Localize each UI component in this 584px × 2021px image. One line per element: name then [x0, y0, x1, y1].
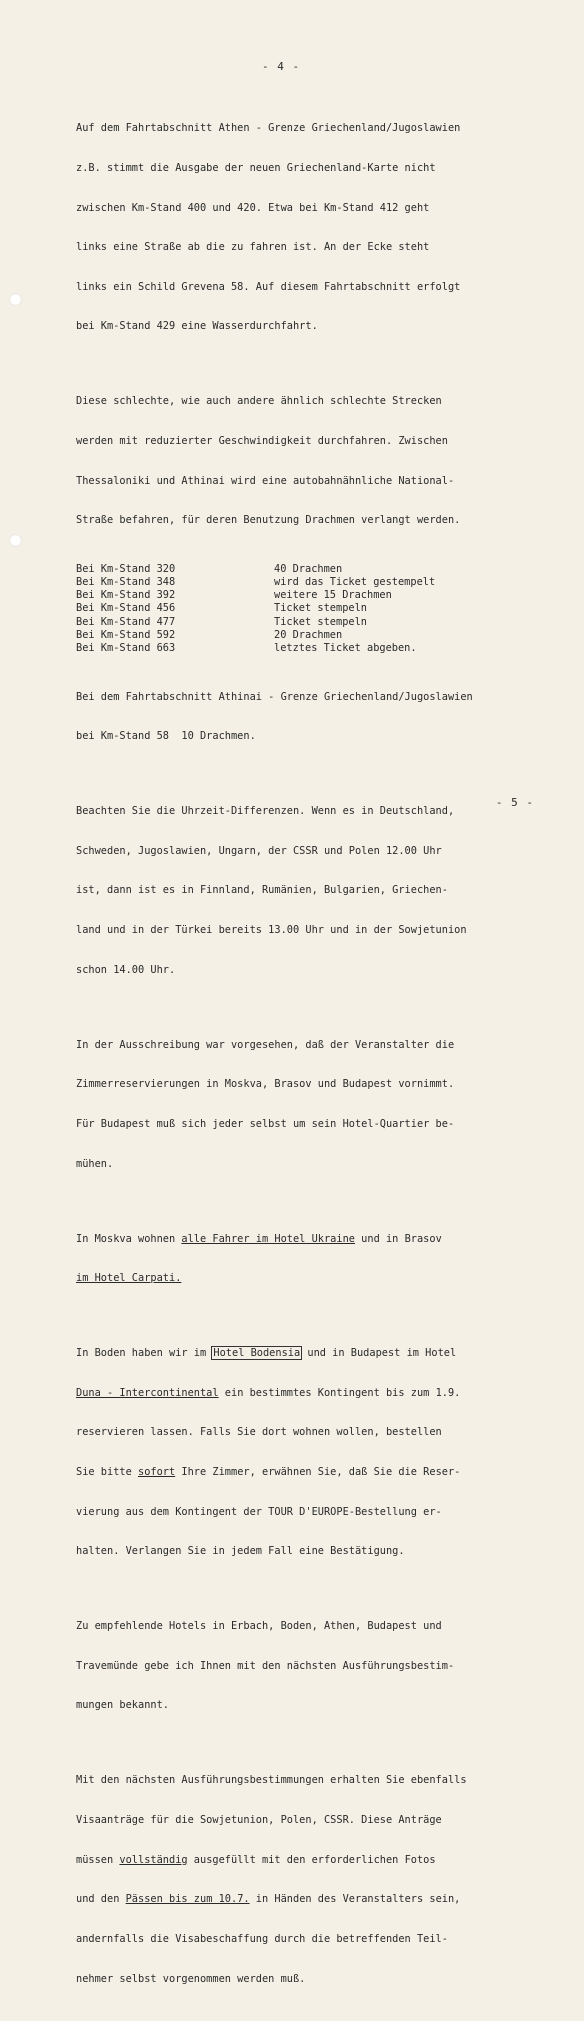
paragraph-route-athinai: [76, 664, 566, 770]
text-line: links ein Schild Grevena 58. Auf diesem Fahrtabschnitt erfolgt: [76, 280, 461, 293]
text-line: mungen bekannt.: [76, 1699, 169, 1712]
underlined-text: im Hotel Carpati.: [76, 1272, 182, 1285]
paragraph-route-athen: [76, 96, 566, 360]
text-line: Auf dem Fahrtabschnitt Athen - Grenze Griechenland/Jugoslawien: [76, 122, 461, 135]
text-span: und in Budapest im Hotel: [301, 1347, 457, 1360]
text-line: mühen.: [76, 1157, 114, 1170]
text-line: schon 14.00 Uhr.: [76, 963, 176, 976]
text-line: andernfalls die Visabeschaffung durch die betreffenden Teil-: [76, 1932, 448, 1945]
text-line: Diese schlechte, wie auch andere ähnlich schlechte Strecken: [76, 395, 442, 408]
text-line: Straße befahren, für deren Benutzung Drachmen verlangt werden.: [76, 514, 461, 527]
table-row: [76, 629, 566, 642]
km-cell: Bei Km-Stand 392: [76, 589, 176, 602]
text-line: [76, 1387, 566, 1400]
text-span: und den: [76, 1893, 126, 1906]
underlined-text: Pässen bis zum 10.7.: [125, 1893, 250, 1906]
punch-hole: [9, 534, 22, 547]
text-line: bei Km-Stand 429 eine Wasserdurchfahrt.: [76, 320, 318, 333]
text-line: Schweden, Jugoslawien, Ungarn, der CSSR und Polen 12.00 Uhr: [76, 844, 442, 857]
text-line: ist, dann ist es in Finnland, Rumänien, Bulgarien, Griechen-: [76, 884, 448, 897]
text-line: land und in der Türkei bereits 13.00 Uhr und in der Sowjetunion: [76, 924, 467, 937]
text-line: [76, 1466, 566, 1479]
boxed-text: Hotel Bodensia: [213, 1347, 301, 1360]
table-row: [76, 563, 566, 576]
toll-table: [76, 563, 566, 655]
text-line: links eine Straße ab die zu fahren ist. An der Ecke steht: [76, 241, 430, 254]
note-cell: 40 Drachmen: [274, 562, 343, 575]
text-line: Thessaloniki und Athinai wird eine autobahnähnliche National-: [76, 474, 455, 487]
text-line: [76, 1272, 566, 1285]
text-line: [76, 1854, 566, 1867]
table-row: [76, 576, 566, 589]
text-line: Bei dem Fahrtabschnitt Athinai - Grenze Griechenland/Jugoslawien: [76, 690, 473, 703]
km-cell: Bei Km-Stand 592: [76, 628, 176, 641]
text-line: Für Budapest muß sich jeder selbst um sein Hotel-Quartier be-: [76, 1117, 455, 1130]
note-cell: Ticket stempeln: [274, 602, 367, 615]
underlined-text: Duna - Intercontinental: [76, 1386, 219, 1399]
text-line: [76, 1347, 566, 1360]
underlined-text: vollständig: [119, 1853, 188, 1866]
table-row: [76, 642, 566, 655]
text-line: reservieren lassen. Falls Sie dort wohnen wollen, bestellen: [76, 1426, 442, 1439]
document-body: [76, 96, 566, 2021]
km-cell: Bei Km-Stand 456: [76, 602, 176, 615]
table-row: [76, 616, 566, 629]
text-span: ein bestimmtes Kontingent bis zum 1.9.: [218, 1386, 461, 1399]
paragraph-recommended-hotels: [76, 1594, 566, 1739]
text-span: müssen: [76, 1853, 120, 1866]
text-line: Beachten Sie die Uhrzeit-Differenzen. Wenn es in Deutschland,: [76, 805, 455, 818]
page-number: - 4 -: [262, 60, 301, 73]
text-line: In der Ausschreibung war vorgesehen, daß der Veranstalter die: [76, 1038, 455, 1051]
text-span: Sie bitte: [76, 1466, 138, 1478]
paragraph-reservations: [76, 1012, 566, 1197]
text-span: In Boden haben wir im: [76, 1347, 213, 1360]
text-line: werden mit reduzierter Geschwindigkeit durchfahren. Zwischen: [76, 435, 448, 448]
text-line: nehmer selbst vorgenommen werden muß.: [76, 1972, 306, 1985]
text-line: halten. Verlangen Sie in jedem Fall eine Bestätigung.: [76, 1545, 405, 1558]
text-line: Zimmerreservierungen in Moskva, Brasov und Budapest vornimmt.: [76, 1078, 455, 1091]
km-cell: Bei Km-Stand 477: [76, 615, 176, 628]
underlined-text: alle Fahrer im Hotel Ukraine: [181, 1232, 355, 1245]
underlined-text: sofort: [138, 1466, 176, 1478]
text-line: Mit den nächsten Ausführungsbestimmungen erhalten Sie ebenfalls: [76, 1774, 467, 1787]
text-line: bei Km-Stand 58 10 Drachmen.: [76, 730, 256, 743]
table-row: [76, 589, 566, 602]
note-cell: 20 Drachmen: [274, 628, 343, 641]
km-cell: Bei Km-Stand 663: [76, 642, 176, 655]
text-line: z.B. stimmt die Ausgabe der neuen Griechenland-Karte nicht: [76, 162, 436, 175]
paragraph-visa: [76, 1748, 566, 2012]
text-span: Ihre Zimmer, erwähnen Sie, daß Sie die Reser-: [175, 1466, 461, 1478]
text-span: und in Brasov: [354, 1232, 442, 1245]
note-cell: letztes Ticket abgeben.: [274, 642, 417, 655]
paragraph-bad-roads: [76, 369, 566, 554]
table-row: [76, 602, 566, 615]
text-line: [76, 1893, 566, 1906]
text-span: ausgefüllt mit den erforderlichen Fotos: [187, 1853, 436, 1866]
text-line: zwischen Km-Stand 400 und 420. Etwa bei Km-Stand 412 geht: [76, 201, 430, 214]
punch-hole: [9, 293, 22, 306]
text-line: Zu empfehlende Hotels in Erbach, Boden, Athen, Budapest und: [76, 1620, 442, 1633]
paragraph-moskva-hotels: [76, 1206, 566, 1312]
text-span: In Moskva wohnen: [76, 1232, 182, 1245]
text-line: Travemünde gebe ich Ihnen mit den nächsten Ausführungsbestim-: [76, 1659, 455, 1672]
km-cell: Bei Km-Stand 320: [76, 562, 176, 575]
text-line: Visaanträge für die Sowjetunion, Polen, CSSR. Diese Anträge: [76, 1814, 442, 1827]
paragraph-boden-budapest-hotels: [76, 1321, 566, 1585]
text-line: vierung aus dem Kontingent der TOUR D'EUROPE-Bestellung er-: [76, 1505, 442, 1518]
next-page-number: - 5 -: [495, 796, 534, 809]
note-cell: wird das Ticket gestempelt: [274, 576, 436, 589]
text-span: in Händen des Veranstalters sein,: [249, 1893, 461, 1906]
km-cell: Bei Km-Stand 348: [76, 576, 176, 589]
note-cell: weitere 15 Drachmen: [274, 589, 392, 602]
note-cell: Ticket stempeln: [274, 615, 367, 628]
text-line: [76, 1233, 566, 1246]
paragraph-time-zones: [76, 779, 566, 1003]
